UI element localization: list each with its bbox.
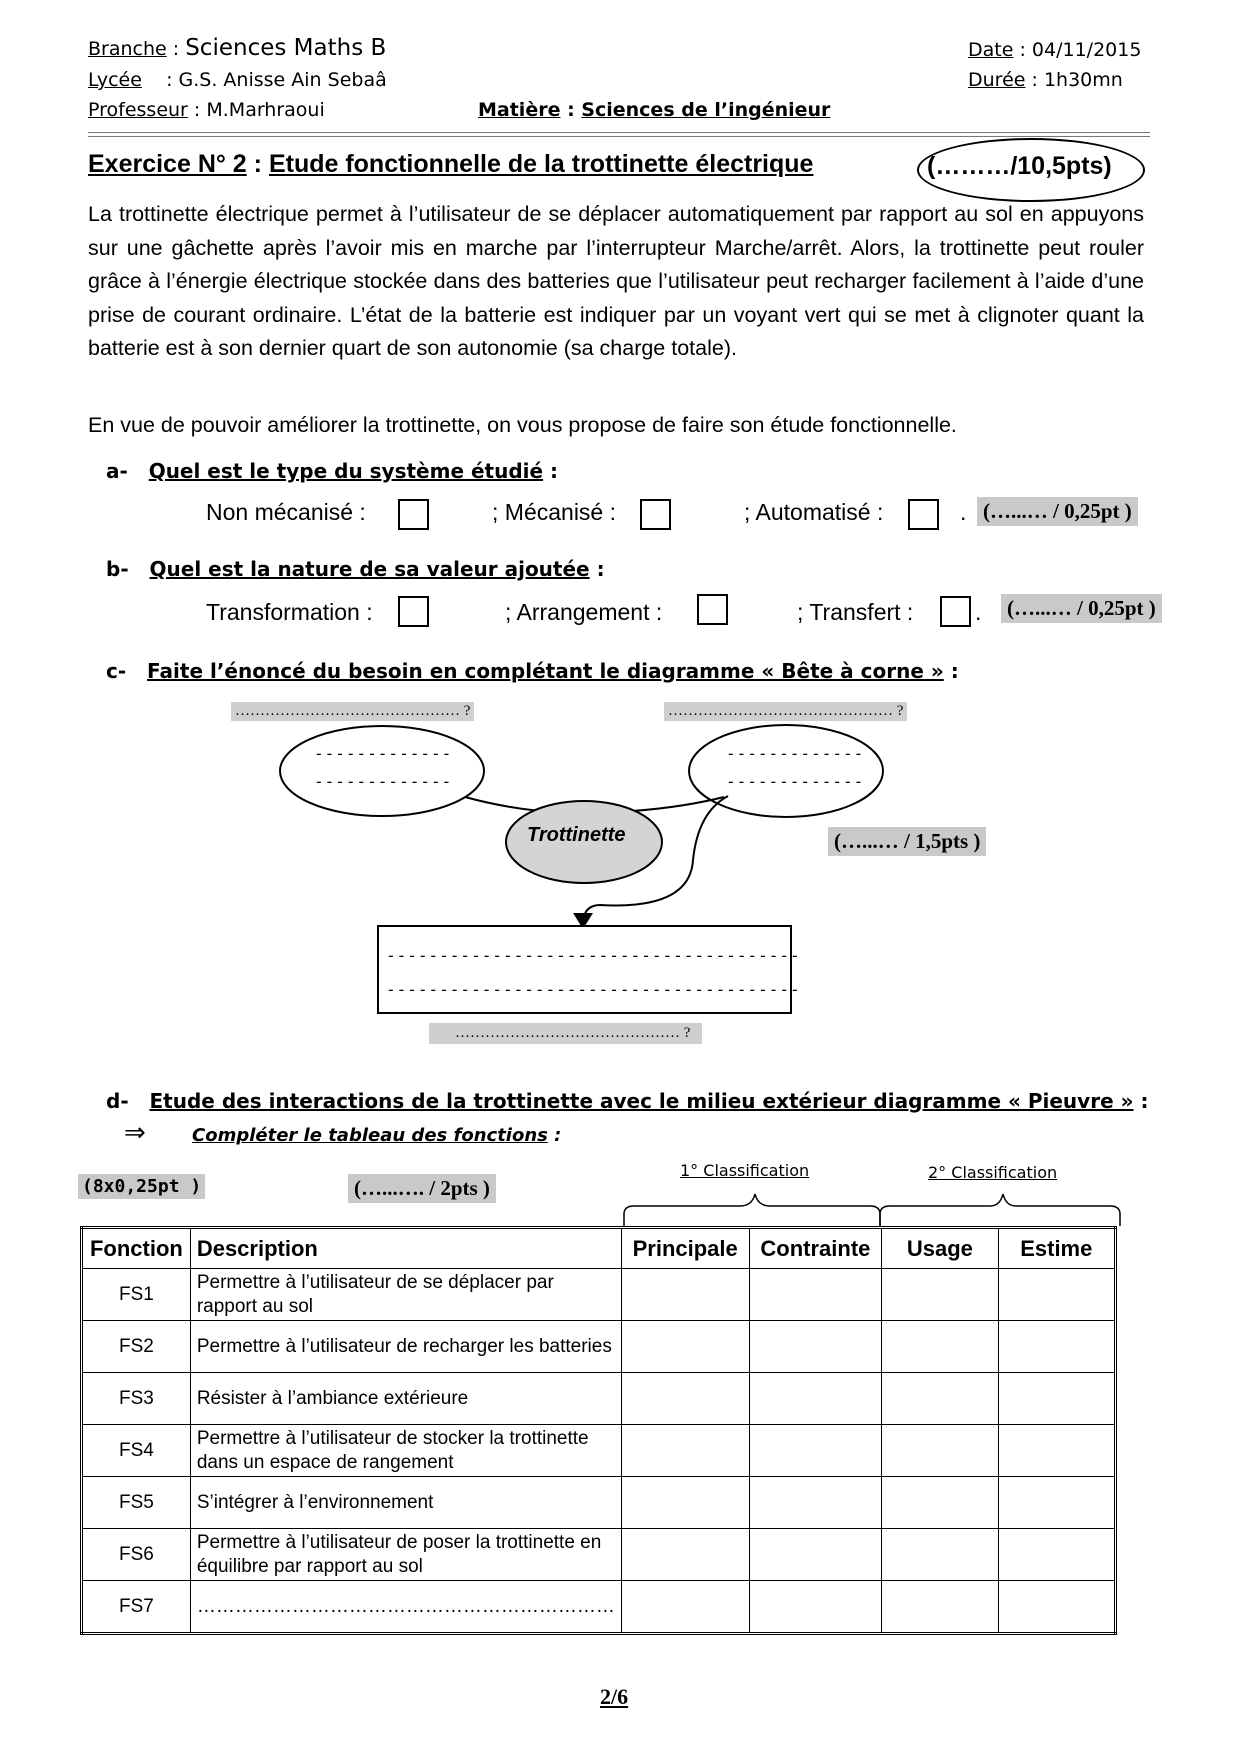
cell-principale[interactable] [621,1529,749,1581]
total-score: (………/10,5pts) [927,152,1112,180]
col-fonction: Fonction [82,1228,191,1269]
cell-contrainte[interactable] [749,1581,882,1634]
cell-usage[interactable] [882,1373,998,1425]
score-d: (…...…. / 2pts ) [348,1174,496,1203]
functions-table [80,1226,1117,1635]
function-description: Permettre à l’utilisateur de stocker la trottinette dans un espace de rangement [190,1425,621,1477]
classification-1-label [680,1161,809,1180]
col-contrainte: Contrainte [749,1228,882,1269]
lycee-value: : G.S. Anisse Ain Sebaâ [166,69,387,91]
question-d: d- Etude des interactions de la trottinette avec le milieu extérieur diagramme « Pieuvre » : [106,1089,1149,1113]
col-estime: Estime [998,1228,1115,1269]
col-usage: Usage [882,1228,998,1269]
cell-principale[interactable] [621,1425,749,1477]
need-box [378,926,791,1013]
left-oval-line-2: ------------- [314,772,453,791]
function-description: Permettre à l’utilisateur de poser la trottinette en équilibre par rapport au sol [190,1529,621,1581]
cell-usage[interactable] [882,1581,998,1634]
classification-2-label [928,1163,1057,1182]
bottom-question-line [429,1023,702,1044]
branche-label: Branche [88,38,167,60]
cell-principale[interactable] [621,1477,749,1529]
cell-contrainte[interactable] [749,1425,882,1477]
table-row [82,1477,1116,1529]
cell-estime[interactable] [998,1581,1115,1634]
cell-contrainte[interactable] [749,1373,882,1425]
col-principale: Principale [621,1228,749,1269]
cell-estime[interactable] [998,1269,1115,1321]
date-value: : 04/11/2015 [1019,39,1142,61]
complete-table-instruction: Compléter le tableau des fonctions : [192,1125,562,1146]
cell-estime[interactable] [998,1425,1115,1477]
opt-transfert: ; Transfert : [797,599,914,625]
question-c: c- Faite l’énoncé du besoin en complétant le diagramme « Bête à corne » : [106,659,959,683]
cell-contrainte[interactable] [749,1269,882,1321]
function-id: FS4 [82,1425,191,1477]
table-row [82,1581,1116,1634]
left-oval [280,726,484,816]
cell-usage[interactable] [882,1269,998,1321]
need-box-line-2: --------------------------------------- [386,980,801,999]
duree-label: Durée [968,69,1026,91]
cell-principale[interactable] [621,1581,749,1634]
table-row [82,1373,1116,1425]
question-a-letter: a- [106,459,128,483]
function-description: Permettre à l’utilisateur de recharger les batteries [190,1321,621,1373]
function-description: Résister à l’ambiance extérieure [190,1373,621,1425]
need-box-line-1: --------------------------------------- [386,946,801,965]
cell-usage[interactable] [882,1321,998,1373]
classification-2-text: 2° Classification [928,1163,1058,1182]
intro-paragraph-2: En vue de pouvoir améliorer la trottinette, on vous propose de faire son étude fonctionnelle. [88,413,957,437]
cell-contrainte[interactable] [749,1529,882,1581]
trottinette-label: Trottinette [527,824,626,846]
right-question-line [664,702,907,721]
brace-classification-1 [624,1194,880,1226]
matiere-value: Sciences de l’ingénieur [581,99,831,121]
brace-classification-2 [880,1194,1120,1226]
left-question-line [231,702,474,721]
question-a: a- Quel est le type du système étudié : [106,459,559,483]
lycee-label: Lycée [88,69,142,91]
question-c-letter: c- [106,659,127,683]
cell-estime[interactable] [998,1529,1115,1581]
bottom-question-text: ……………………………………… ? [455,1025,691,1041]
opt-non-mecanise: Non mécanisé : [206,499,366,525]
function-description[interactable]: ………………………………………………………… [190,1581,621,1634]
function-description: Permettre à l’utilisateur de se déplacer par rapport au sol [190,1269,621,1321]
exercise-number: Exercice N° 2 [88,150,247,178]
matiere-label: Matière [478,99,561,121]
cell-usage[interactable] [882,1477,998,1529]
function-description: S’intégrer à l’environnement [190,1477,621,1529]
left-oval-line-1: ------------- [314,744,453,763]
branche-value: Sciences Maths B [185,35,387,61]
professeur-label: Professeur [88,99,188,121]
opt-automatise: ; Automatisé : [744,499,884,525]
table-row [82,1321,1116,1373]
cell-usage[interactable] [882,1529,998,1581]
duree-value: : 1h30mn [1031,69,1123,91]
cell-contrainte[interactable] [749,1321,882,1373]
intro-paragraph: La trottinette électrique permet à l’utilisateur de se déplacer automatiquement par rapport au sol en appuyons sur une gâchette après l’avoir mis en marche par l’interrupteur Marche/arrêt. Alors, la trottinette peut rouler grâce à l’énergie électrique stockée dans des batteries que l’utilisateur peut recharger facilement à l’aide d’une prise de courant ordinaire. L’état de la batterie est indiquer par un voyant vert qui se met à clignoter quant la batterie est à son dernier quart de son autonomie (sa charge totale). [88,202,1144,360]
exercise-title-text: Etude fonctionnelle de la trottinette électrique [268,150,814,178]
opt-mecanise: ; Mécanisé : [492,499,616,525]
function-id: FS2 [82,1321,191,1373]
right-oval-line-1: ------------- [726,744,865,763]
opt-arrangement: ; Arrangement : [505,599,663,625]
function-id: FS3 [82,1373,191,1425]
matiere-line: Matière : Sciences de l’ingénieur [478,99,831,121]
function-id: FS5 [82,1477,191,1529]
score-c: (…...… / 1,5pts ) [828,827,986,856]
period-b: . [975,599,982,625]
question-b-letter: b- [106,557,129,581]
cell-principale[interactable] [621,1321,749,1373]
opt-transformation: Transformation : [206,599,373,625]
cell-usage[interactable] [882,1425,998,1477]
table-row [82,1425,1116,1477]
question-b: b- Quel est la nature de sa valeur ajoutée : [106,557,605,581]
cell-principale[interactable] [621,1373,749,1425]
page-number [600,1684,628,1710]
score-b: (…...… / 0,25pt ) [1001,594,1162,623]
score-a: (…...… / 0,25pt ) [977,497,1138,526]
function-id: FS6 [82,1529,191,1581]
page-number-text: 2/6 [600,1684,629,1709]
points-badge: (8x0,25pt ) [78,1174,205,1199]
question-d-text: Etude des interactions de la trottinette avec le milieu extérieur diagramme « Pieuvre » [149,1089,1134,1113]
question-a-text: Quel est le type du système étudié [148,459,544,483]
cell-estime[interactable] [998,1373,1115,1425]
cell-estime[interactable] [998,1321,1115,1373]
professeur-value: : M.Marhraoui [193,99,325,121]
table-row [82,1269,1116,1321]
table-row [82,1529,1116,1581]
left-question-text: ……………………………………… ? [235,703,471,719]
date-label: Date [968,39,1014,61]
question-d-letter: d- [106,1089,129,1113]
function-id: FS7 [82,1581,191,1634]
right-question-text: ……………………………………… ? [668,703,904,719]
table-header-row [82,1228,1116,1269]
right-oval-line-2: ------------- [726,772,865,791]
arrow-icon: ⇒ [124,1118,146,1148]
exercise-title: Exercice N° 2 : Etude fonctionnelle de la trottinette électrique [88,150,814,178]
cell-contrainte[interactable] [749,1477,882,1529]
complete-table-text: Compléter le tableau des fonctions [192,1125,548,1146]
branche-line: Branche : Sciences Maths B [88,35,387,61]
period-a: . [960,499,967,525]
cell-estime[interactable] [998,1477,1115,1529]
cell-principale[interactable] [621,1269,749,1321]
classification-1-text: 1° Classification [680,1161,810,1180]
question-b-text: Quel est la nature de sa valeur ajoutée [149,557,590,581]
function-id: FS1 [82,1269,191,1321]
col-description: Description [190,1228,621,1269]
question-c-text: Faite l’énoncé du besoin en complétant le diagramme « Bête à corne » [147,659,944,683]
